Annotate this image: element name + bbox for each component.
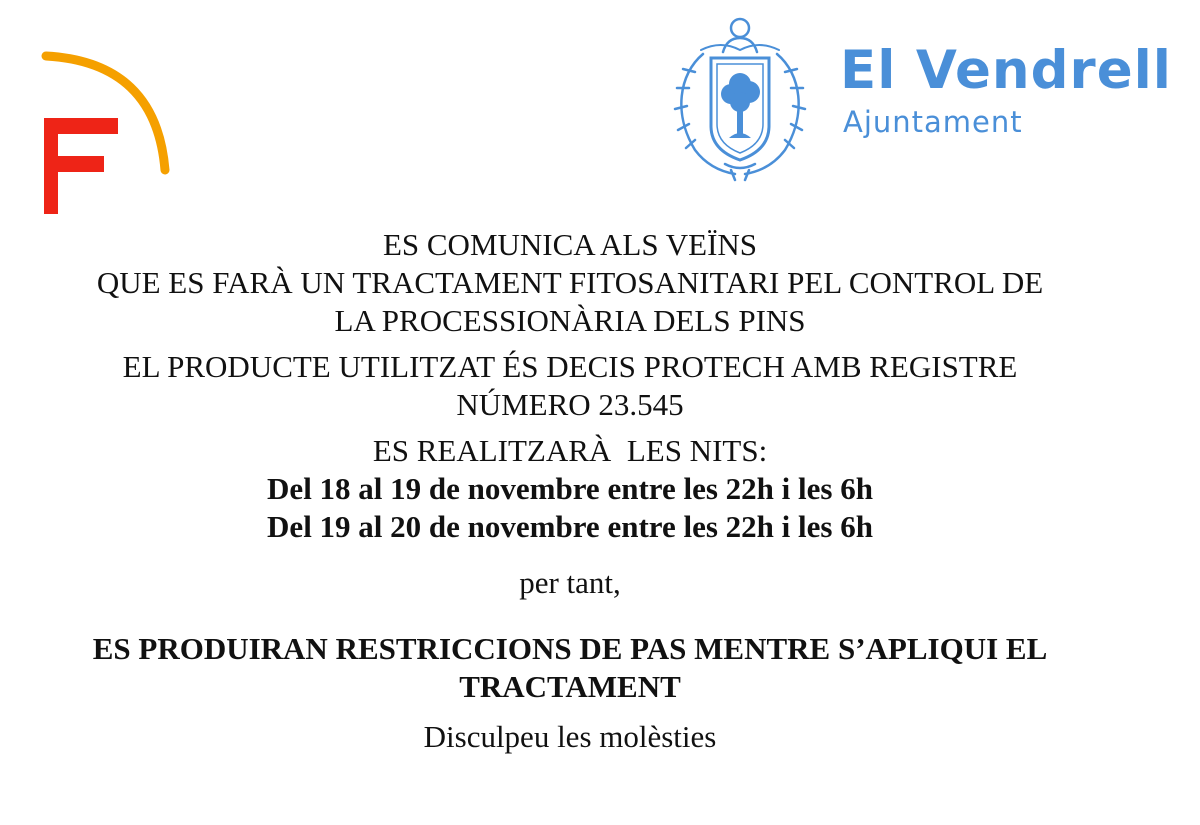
- brand-name: El Vendrell: [840, 40, 1172, 101]
- connector-text: per tant,: [519, 565, 621, 600]
- intro-line: QUE ES FARÀ UN TRACTAMENT FITOSANITARI PEL CONTROL DE: [96, 265, 1044, 300]
- town-hall-logo: [665, 14, 1175, 184]
- company-logo: [38, 50, 173, 220]
- logo-f-shape: [44, 118, 118, 214]
- intro-line: LA PROCESSIONÀRIA DELS PINS: [334, 303, 806, 338]
- closing-text: Disculpeu les molèsties: [423, 719, 717, 754]
- schedule-intro: ES REALITZARÀ LES NITS:: [372, 433, 768, 468]
- brand-subtitle: Ajuntament: [843, 105, 1023, 139]
- restriction-line: ES PRODUIRAN RESTRICCIONS DE PAS MENTRE S’APLIQUI EL: [92, 631, 1048, 666]
- product-line: NÚMERO 23.545: [456, 387, 684, 422]
- product-line: EL PRODUCTE UTILITZAT ÉS DECIS PROTECH AMB REGISTRE: [122, 349, 1018, 384]
- restriction-line: TRACTAMENT: [459, 669, 681, 704]
- date-range: Del 18 al 19 de novembre entre les 22h i les 6h: [267, 471, 873, 506]
- f-arc-logo-icon: [38, 50, 173, 220]
- notice-body: [0, 226, 1140, 756]
- logo-arc-shape: [46, 56, 165, 170]
- intro-line: ES COMUNICA ALS VEÏNS: [382, 227, 758, 262]
- date-range: Del 19 al 20 de novembre entre les 22h i les 6h: [267, 509, 873, 544]
- municipal-coat-of-arms-icon: [665, 14, 815, 182]
